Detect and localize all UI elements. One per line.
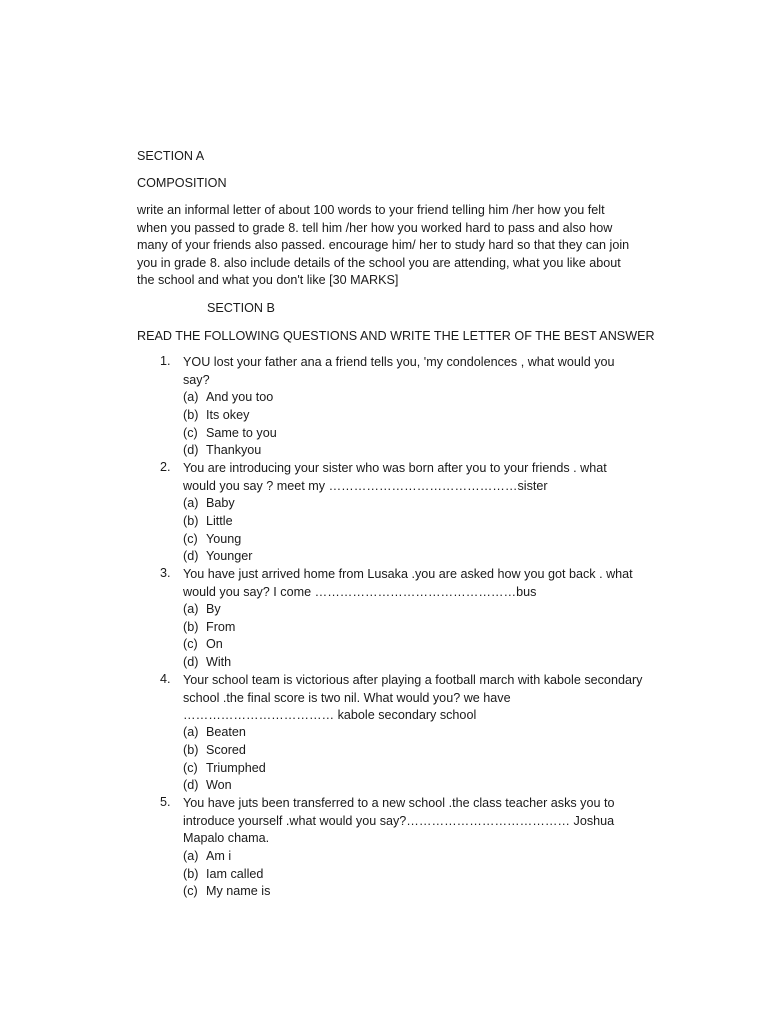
option-label: (a) — [183, 390, 199, 404]
option-label: (c) — [183, 761, 198, 775]
question-number: 1. — [160, 354, 171, 368]
option-label: (c) — [183, 532, 198, 546]
section-b-instructions: READ THE FOLLOWING QUESTIONS AND WRITE THE LETTER OF THE BEST ANSWER — [137, 329, 655, 343]
option-item — [183, 548, 252, 566]
question-text: YOU lost your father ana a friend tells you, 'my condolences , what would you say? — [183, 355, 615, 387]
option-item — [183, 531, 241, 549]
option-text: Its okey — [206, 408, 250, 422]
option-label: (b) — [183, 514, 199, 528]
option-label: (c) — [183, 884, 198, 898]
option-label: (d) — [183, 549, 199, 563]
question-number: 2. — [160, 460, 171, 474]
option-text: Young — [206, 532, 242, 546]
option-label: (c) — [183, 637, 198, 651]
option-text: And you too — [206, 390, 274, 404]
option-item — [183, 513, 233, 531]
option-text: Little — [206, 514, 233, 528]
option-item — [183, 777, 232, 795]
section-b-heading: SECTION B — [207, 301, 275, 315]
section-a-heading: SECTION A — [137, 149, 205, 163]
option-text: Beaten — [206, 725, 246, 739]
option-label: (a) — [183, 849, 199, 863]
option-text: Baby — [206, 496, 235, 510]
option-label: (c) — [183, 426, 198, 440]
option-text: Scored — [206, 743, 246, 757]
option-label: (a) — [183, 725, 199, 739]
option-text: Am i — [206, 849, 232, 863]
question-text: Your school team is victorious after playing a football march with kabole secondary school .the final score is two nil. What would you? we have ……………………………… kabole secondary school — [183, 673, 643, 723]
option-label: (b) — [183, 743, 199, 757]
option-label: (d) — [183, 655, 199, 669]
option-text: With — [206, 655, 232, 669]
option-item — [183, 654, 231, 672]
question-number: 5. — [160, 795, 171, 809]
option-label: (a) — [183, 602, 199, 616]
option-item — [183, 407, 249, 425]
option-item — [183, 724, 246, 742]
option-text: Won — [206, 778, 232, 792]
option-text: From — [206, 620, 236, 634]
question-text: You are introducing your sister who was born after you to your friends . what would you say ? meet my ………………………………………sister — [183, 461, 607, 493]
option-label: (b) — [183, 408, 199, 422]
option-item — [183, 866, 263, 884]
option-text: By — [206, 602, 221, 616]
option-item — [183, 742, 246, 760]
option-text: Thankyou — [206, 443, 262, 457]
option-text: Triumphed — [206, 761, 266, 775]
option-text: On — [206, 637, 223, 651]
option-label: (a) — [183, 496, 199, 510]
option-item — [183, 495, 235, 513]
question-number: 3. — [160, 566, 171, 580]
option-item — [183, 389, 273, 407]
option-text: Iam called — [206, 867, 264, 881]
option-item — [183, 442, 261, 460]
option-item — [183, 619, 235, 637]
option-item — [183, 636, 223, 654]
option-label: (b) — [183, 867, 199, 881]
option-item — [183, 883, 270, 901]
option-label: (d) — [183, 778, 199, 792]
option-item — [183, 848, 231, 866]
option-text: Same to you — [206, 426, 277, 440]
option-label: (b) — [183, 620, 199, 634]
option-item — [183, 601, 221, 619]
option-text: My name is — [206, 884, 271, 898]
question-number: 4. — [160, 672, 171, 686]
question-text: You have just arrived home from Lusaka .you are asked how you got back . what would you say? I come …………………………………………bus — [183, 567, 633, 599]
composition-instructions: write an informal letter of about 100 words to your friend telling him /her how you felt when you passed to grade 8. tell him /her how you worked hard to pass and also how many of your friends also passed. encourage him/ her to study hard so that they can join you in grade 8. also include details of the school you are attending, what you like about the school and what you don't like [30 MARKS] — [137, 203, 630, 288]
question-text: You have juts been transferred to a new school .the class teacher asks you to introduce yourself .what would you say?………………………………… Joshua Mapalo chama. — [183, 796, 615, 846]
option-label: (d) — [183, 443, 199, 457]
composition-heading: COMPOSITION — [137, 176, 227, 190]
option-item — [183, 425, 277, 443]
option-item — [183, 760, 266, 778]
option-text: Younger — [206, 549, 253, 563]
